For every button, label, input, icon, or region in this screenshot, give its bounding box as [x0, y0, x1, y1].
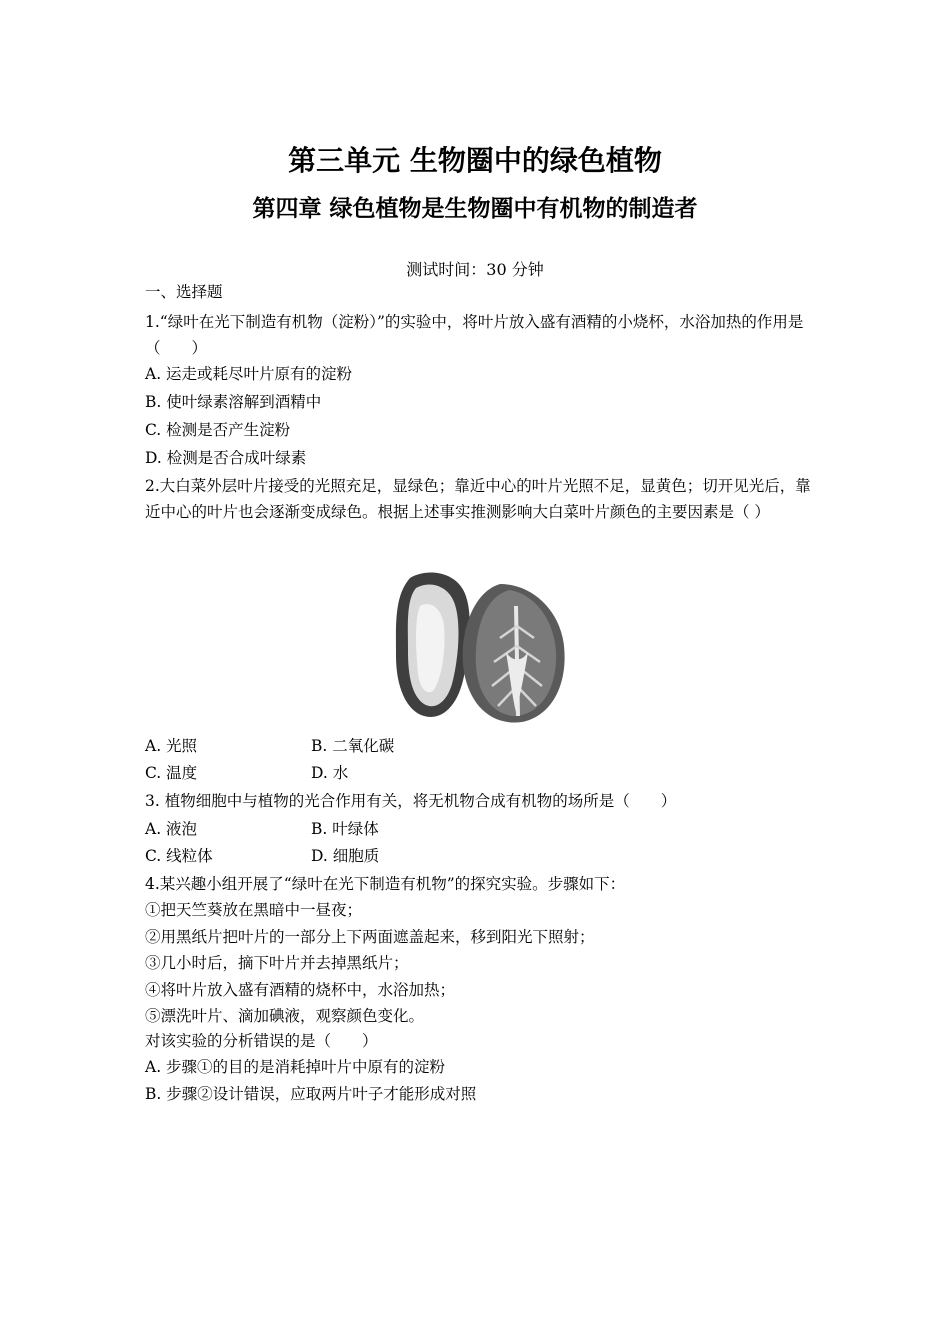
q4-step-3: ③几小时后，摘下叶片并去掉黑纸片；: [145, 954, 409, 972]
test-time: 测试时间：30 分钟: [406, 260, 544, 279]
chinese-cabbage-image: [382, 566, 572, 726]
q4-question: 对该实验的分析错误的是（ ）: [145, 1032, 378, 1050]
q3-option-d: D. 细胞质: [311, 847, 380, 865]
q4-option-a: A. 步骤①的目的是消耗掉叶片中原有的淀粉: [145, 1058, 446, 1076]
q2-option-a: A. 光照: [145, 737, 198, 755]
q1-stem: 1.“绿叶在光下制造有机物（淀粉）”的实验中，将叶片放入盛有酒精的小烧杯，水浴加热的作用是（ ）: [145, 313, 804, 357]
q1-option-d: D. 检测是否合成叶绿素: [145, 449, 307, 467]
unit-title: 第三单元 生物圈中的绿色植物: [288, 144, 662, 177]
q2-stem: 2.大白菜外层叶片接受的光照充足，显绿色；靠近中心的叶片光照不足，显黄色；切开见光后，靠近中心的叶片也会逐渐变成绿色。根据上述事实推测影响大白菜叶片颜色的主要因素是（ ）: [145, 477, 811, 521]
q4-step-2: ②用黑纸片把叶片的一部分上下两面遮盖起来，移到阳光下照射；: [145, 928, 595, 946]
q3-option-a: A. 液泡: [145, 820, 198, 838]
q4-step-5: ⑤漂洗叶片、滴加碘液，观察颜色变化。: [145, 1007, 425, 1025]
q4-step-4: ④将叶片放入盛有酒精的烧杯中，水浴加热；: [145, 981, 456, 999]
chapter-title: 第四章 绿色植物是生物圈中有机物的制造者: [252, 196, 698, 222]
q2-option-b: B. 二氧化碳: [311, 737, 395, 755]
q3-option-b: B. 叶绿体: [311, 820, 379, 838]
q2-option-d: D. 水: [311, 764, 349, 782]
q1-option-b: B. 使叶绿素溶解到酒精中: [145, 393, 322, 411]
q1-option-c: C. 检测是否产生淀粉: [145, 421, 291, 439]
q2-option-c: C. 温度: [145, 764, 198, 782]
q4-step-1: ①把天竺葵放在黑暗中一昼夜；: [145, 901, 363, 919]
q3-option-c: C. 线粒体: [145, 847, 213, 865]
section-heading: 一、选择题: [145, 283, 223, 301]
q1-option-a: A. 运走或耗尽叶片原有的淀粉: [145, 365, 353, 383]
q4-option-b: B. 步骤②设计错误，应取两片叶子才能形成对照: [145, 1085, 477, 1103]
q4-stem: 4.某兴趣小组开展了“绿叶在光下制造有机物”的探究实验。步骤如下：: [145, 875, 626, 893]
q3-stem: 3. 植物细胞中与植物的光合作用有关，将无机物合成有机物的场所是（ ）: [145, 792, 677, 810]
